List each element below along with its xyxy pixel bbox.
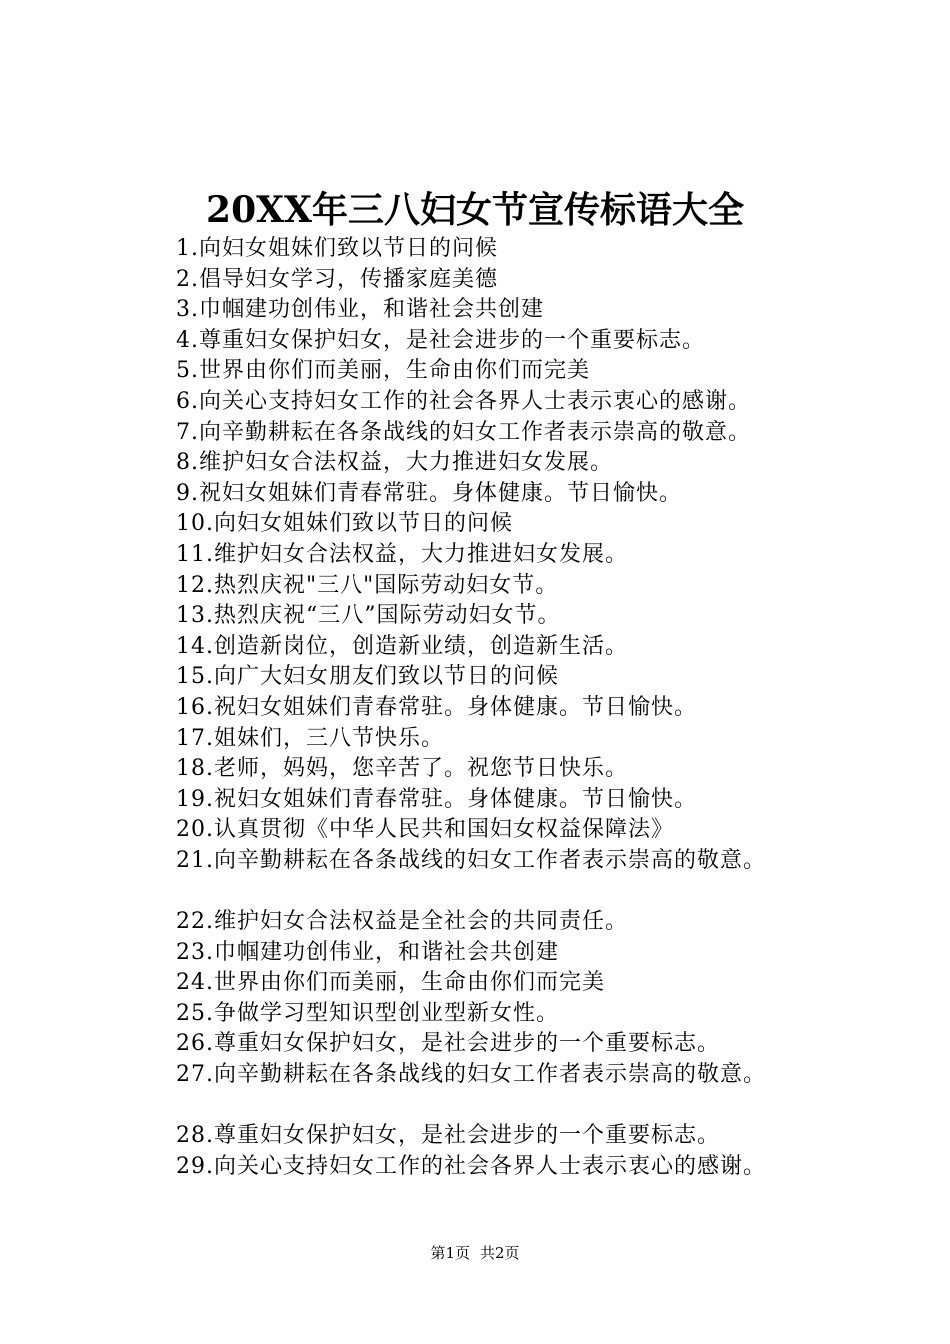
list-item: 15.向广大妇女朋友们致以节日的问候 — [176, 664, 559, 690]
page-number-current: 第1页 — [430, 1244, 470, 1262]
list-item: 28.尊重妇女保护妇女，是社会进步的一个重要标志。 — [176, 1123, 720, 1149]
list-item: 23.巾帼建功创伟业，和谐社会共创建 — [176, 939, 559, 965]
list-item: 9.祝妇女姐妹们青春常驻。身体健康。节日愉快。 — [176, 480, 682, 506]
slogan-list — [176, 234, 936, 1182]
list-item: 16.祝妇女姐妹们青春常驻。身体健康。节日愉快。 — [176, 694, 697, 720]
list-item: 14.创造新岗位，创造新业绩，创造新生活。 — [176, 633, 628, 659]
page-number-total: 共2页 — [480, 1244, 520, 1262]
list-item: 19.祝妇女姐妹们青春常驻。身体健康。节日愉快。 — [176, 786, 697, 812]
list-item: 26.尊重妇女保护妇女，是社会进步的一个重要标志。 — [176, 1031, 720, 1057]
list-item: 24.世界由你们而美丽，生命由你们而完美 — [176, 970, 605, 996]
list-item: 21.向辛勤耕耘在各条战线的妇女工作者表示崇高的敬意。 — [176, 847, 766, 873]
list-item: 4.尊重妇女保护妇女，是社会进步的一个重要标志。 — [176, 327, 705, 353]
list-item: 3.巾帼建功创伟业，和谐社会共创建 — [176, 297, 544, 323]
list-item: 10.向妇女姐妹们致以节日的问候 — [176, 511, 513, 537]
list-item: 25.争做学习型知识型创业型新女性。 — [176, 1000, 559, 1026]
list-item: 13.热烈庆祝“三八”国际劳动妇女节。 — [176, 603, 561, 629]
list-item: 18.老师，妈妈，您辛苦了。祝您节日快乐。 — [176, 756, 628, 782]
list-item: 6.向关心支持妇女工作的社会各界人士表示衷心的感谢。 — [176, 388, 751, 414]
list-item: 29.向关心支持妇女工作的社会各界人士表示衷心的感谢。 — [176, 1153, 766, 1179]
list-item: 27.向辛勤耕耘在各条战线的妇女工作者表示崇高的敬意。 — [176, 1062, 766, 1088]
list-item: 12.热烈庆祝"三八"国际劳动妇女节。 — [176, 572, 559, 598]
list-item: 22.维护妇女合法权益是全社会的共同责任。 — [176, 909, 628, 935]
list-item: 11.维护妇女合法权益，大力推进妇女发展。 — [176, 541, 628, 567]
document-title: 20XX年三八妇女节宣传标语大全 — [206, 189, 744, 231]
list-item: 8.维护妇女合法权益，大力推进妇女发展。 — [176, 450, 613, 476]
list-item: 5.世界由你们而美丽，生命由你们而完美 — [176, 358, 590, 384]
list-item: 7.向辛勤耕耘在各条战线的妇女工作者表示崇高的敬意。 — [176, 419, 751, 445]
list-item: 20.认真贯彻《中华人民共和国妇女权益保障法》 — [176, 817, 674, 843]
list-item: 17.姐妹们，三八节快乐。 — [176, 725, 444, 751]
list-item: 1.向妇女姐妹们致以节日的问候 — [176, 236, 498, 261]
list-item: 2.倡导妇女学习，传播家庭美德 — [176, 266, 498, 292]
page-footer — [0, 1243, 950, 1263]
